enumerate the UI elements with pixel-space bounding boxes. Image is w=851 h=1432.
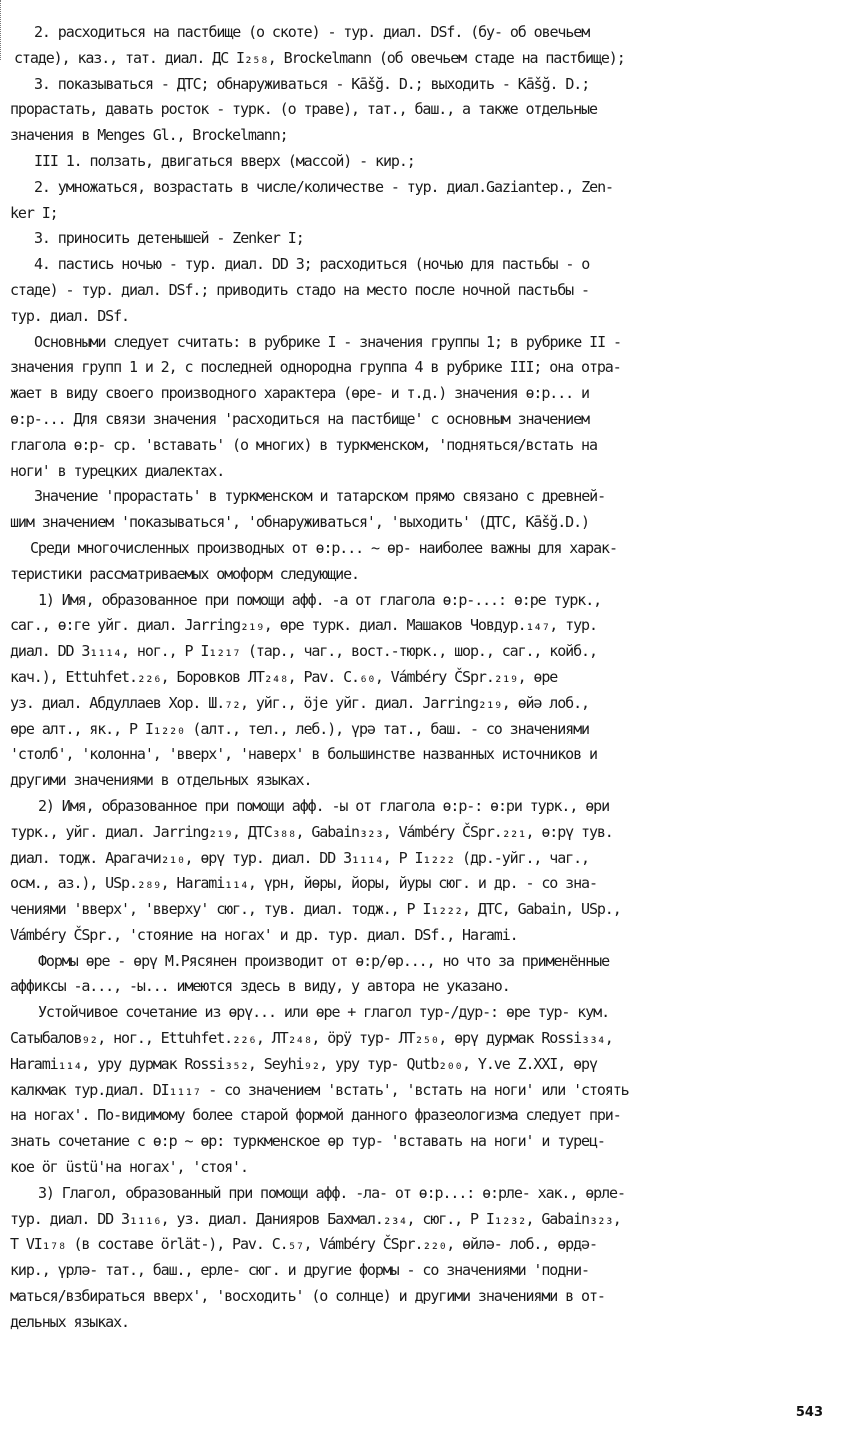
text-line: тур. диал. DD 3₁₁₁₆, уз. диал. Даниярoв Бахмал.₂₃₄, сюг., Р I₁₂₃₂, Gabain₃₂₃,	[10, 1209, 621, 1228]
text-line: 'столб', 'колонна', 'вверх', 'наверх' в большинстве названных источников и	[10, 745, 597, 764]
text-line: кач.), Ettuhfet.₂₂₆, Боровков ЛТ₂₄₈, Pav. C.₆₀, Vámbéry ČSpr.₂₁₉, өре	[10, 667, 558, 686]
text-line: 2. умножаться, возрастать в числе/количестве - тур. диал.Gaziantep., Zen-	[34, 177, 613, 196]
text-line: дельных языках.	[10, 1312, 129, 1331]
text-line: III 1. ползать, двигаться вверх (массой) - кир.;	[34, 151, 415, 170]
text-line: 2. расходиться на пастбище (о скоте) - тур. диал. DSf. (бу- об овечьем	[34, 23, 590, 41]
text-line: 1) Имя, образованное при помощи афф. -а от глагола ө:р-...: ө:ре турк.,	[38, 590, 602, 609]
text-line: теристики рассматриваемых омоформ следующие.	[10, 564, 359, 583]
text-line: осм., аз.), USp.₂₈₉, Harami₁₁₄, үрн, йөры, йоры, йуры сюг. и др. - со зна-	[10, 874, 597, 893]
text-line: 4. пастись ночью - тур. диал. DD 3; расходиться (ночью для пастьбы - о	[34, 255, 590, 274]
text-line: чениями 'вверх', 'вверху' сюг., тув. диал. тодж., Р I₁₂₂₂, ДТС, Gabain, USp.,	[10, 900, 621, 919]
text-line: маться/взбираться вверх', 'восходить' (о солнце) и другими значениями в от-	[10, 1287, 605, 1306]
text-line: Основными следует считать: в рубрике I - значения группы 1; в рубрике II -	[34, 332, 621, 351]
text-line: Т VI₁₇₈ (в составе örlät-), Pav. C.₅₇, Vámbéry ČSpr.₂₂₀, өйлә- лоб., өрдә-	[10, 1235, 597, 1254]
text-line: ker I;	[10, 203, 58, 222]
text-line: Harami₁₁₄, уру дурмак Rossi₃₅₂, Seyhi₉₂, уру тур- Qutb₂₀₀, Y.ve Z.XXI, өрү	[10, 1054, 597, 1073]
text-line: Устойчивое сочетание из өрү... или өре + глагол тур-/дур-: өре тур- кум.	[38, 1003, 610, 1022]
text-line: Формы өре - өрү М.Рясянен производит от ө:р/өр..., но что за применённые	[38, 951, 610, 970]
text-line: саг., ө:ге уйг. диал. Jarring₂₁₉, өре турк. диал. Машаков Човдур.₁₄₇, тур.	[10, 616, 597, 635]
text-line: аффиксы -а..., -ы... имеются здесь в виду, у автора не указано.	[10, 977, 510, 996]
text-line: знать сочетание с ө:р ~ өр: туркменское өр тур- 'вставать на ноги' и турец-	[10, 1132, 605, 1151]
text-line: турк., уйг. диал. Jarring₂₁₉, ДТС₃₈₈, Gabain₃₂₃, Vámbéry ČSpr.₂₂₁, ө:рү тув.	[10, 822, 613, 841]
text-line: Значение 'прорастать' в туркменском и татарском прямо связано с древней-	[34, 487, 606, 506]
text-line: кое öг üstü'на ногах', 'стоя'.	[10, 1158, 248, 1177]
text-line: 3. показываться - ДТС; обнаруживаться - Kāšğ. D.; выходить - Kāšğ. D.;	[34, 74, 590, 93]
text-line: ө:р-... Для связи значения 'расходиться на пастбище' с основным значением	[10, 409, 589, 428]
text-line: значения групп 1 и 2, с последней однородна группа 4 в рубрике III; она отра-	[10, 358, 621, 377]
text-line: Vámbéry ČSpr., 'стояние на ногах' и др. тур. диал. DSf., Harami.	[10, 925, 518, 944]
text-line: 3. приносить детенышей - Zenker I;	[34, 229, 304, 248]
text-line: значения в Menges Gl., Brockelmann;	[10, 126, 288, 145]
text-line: Среди многочисленных производных от ө:р... ~ өр- наиболее важны для харак-	[30, 538, 617, 557]
text-line: 3) Глагол, образованный при помощи афф. -ла- от ө:р...: ө:рле- хак., өрле-	[38, 1183, 625, 1202]
text-line: прорастать, давать росток - турк. (о траве), тат., баш., а также отдельные	[10, 100, 597, 119]
text-line: диал. тодж. Арагачи₂₁₀, өрү тур. диал. DD 3₁₁₁₄, Р I₁₂₂₂ (др.-уйг., чаг.,	[10, 848, 589, 867]
text-line: ноги' в турецких диалектах.	[10, 461, 225, 480]
text-line: стаде) - тур. диал. DSf.; приводить стадо на место после ночной пастьбы -	[10, 280, 589, 299]
text-line: өре алт., як., Р I₁₂₂₀ (алт., тел., леб.), үрә тат., баш. - со значениями	[10, 719, 589, 738]
text-line: глагола ө:р- ср. 'вставать' (о многих) в туркменском, 'подняться/встать на	[10, 435, 597, 454]
page-number: 543	[795, 1405, 823, 1420]
text-line: стаде), каз., тат. диал. ДС I₂₅₈, Brockelmann (об овечьем стаде на пастбище);	[14, 48, 625, 67]
text-line: другими значениями в отдельных языках.	[10, 771, 312, 790]
text-line: тур. диал. DSf.	[10, 306, 129, 325]
text-line: 2) Имя, образованное при помощи афф. -ы от глагола ө:р-: ө:ри турк., өри	[38, 796, 610, 815]
text-line: уз. диал. Абдуллаев Хор. Ш.₇₂, уйг., öjе уйг. диал. Jarring₂₁₉, өйә лоб.,	[10, 693, 589, 712]
text-line: диал. DD 3₁₁₁₄, ног., Р I₁₂₁₇ (тар., чаг., вост.-тюрк., шор., саг., койб.,	[10, 642, 597, 661]
text-line: кир., үрлә- тат., баш., ерле- сюг. и другие формы - со значениями 'подни-	[10, 1261, 589, 1280]
text-line: шим значением 'показываться', 'обнаруживаться', 'выходить' (ДТС, Kāšğ.D.)	[10, 513, 589, 532]
text-line: на ногах'. По-видимому более старой формой данного фразеологизма следует при-	[10, 1106, 621, 1125]
text-line: калкмак тур.диал. DI₁₁₁₇ - со значением 'встать', 'встать на ноги' или 'стоять	[10, 1080, 629, 1099]
document-body	[0, 20, 851, 1336]
text-line: Сатыбалов₉₂, ног., Ettuhfet.₂₂₆, ЛТ₂₄₈, ӧрӱ тур- ЛТ₂₅₀, өрү дурмак Rossi₃₃₄,	[10, 1029, 613, 1048]
text-line: жает в виду своего производного характера (өре- и т.д.) значения ө:р... и	[10, 384, 589, 403]
